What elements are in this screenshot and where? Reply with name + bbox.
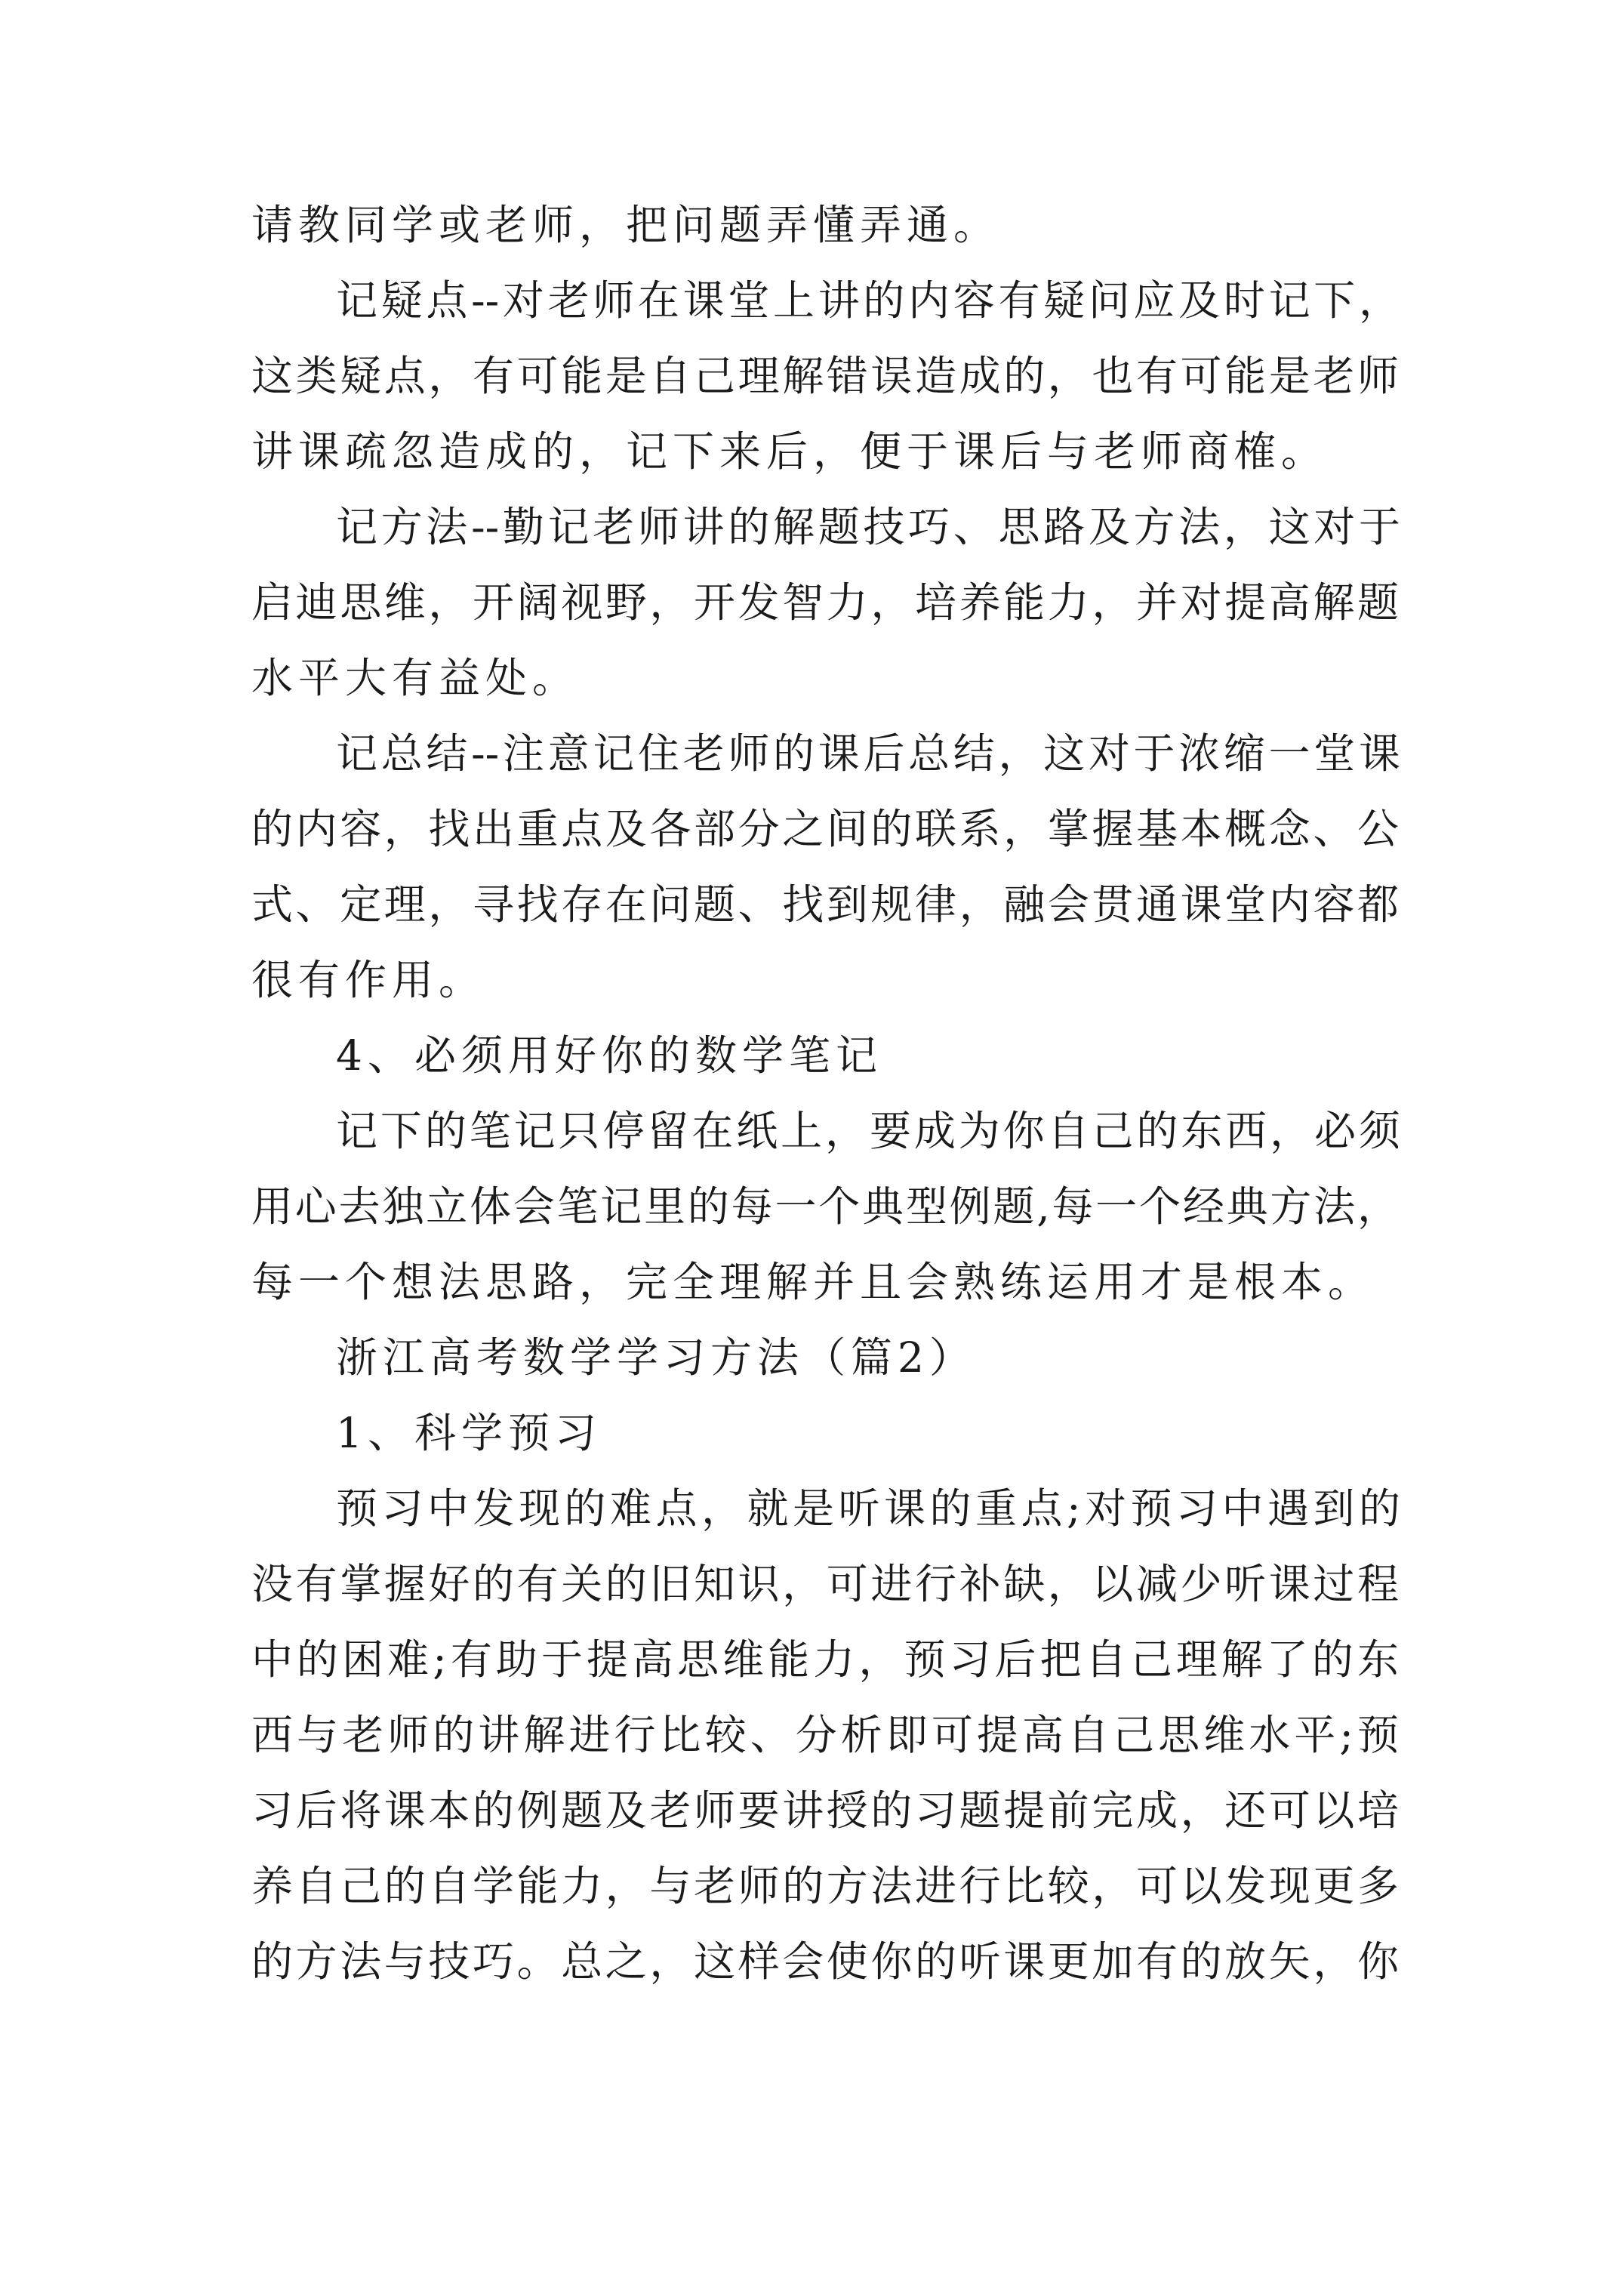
text-line: 用心去独立体会笔记里的每一个典型例题,每一个经典方法， <box>251 1182 1399 1231</box>
text-line: 习后将课本的例题及老师要讲授的习题提前完成，还可以培 <box>251 1786 1399 1835</box>
text-line: 记总结--注意记住老师的课后总结，这对于浓缩一堂课 <box>336 729 1400 778</box>
text-line: 记疑点--对老师在课堂上讲的内容有疑问应及时记下， <box>336 276 1400 325</box>
section-heading: 4、必须用好你的数学笔记 <box>336 1031 882 1080</box>
text-line: 启迪思维，开阔视野，开发智力，培养能力，并对提高解题 <box>251 578 1399 627</box>
text-line: 这类疑点，有可能是自己理解错误造成的，也有可能是老师 <box>251 352 1399 400</box>
text-line: 养自己的自学能力，与老师的方法进行比较，可以发现更多 <box>251 1862 1399 1910</box>
text-line: 预习中发现的难点，就是听课的重点;对预习中遇到的 <box>336 1484 1400 1533</box>
text-line: 请教同学或老师，把问题弄懂弄通。 <box>251 201 1001 249</box>
text-line: 每一个想法思路，完全理解并且会熟练运用才是根本。 <box>251 1258 1375 1306</box>
text-line: 水平大有益处。 <box>251 654 580 702</box>
text-line: 讲课疏忽造成的，记下来后，便于课后与老师商榷。 <box>251 427 1329 476</box>
text-line: 的方法与技巧。总之，这样会使你的听课更加有的放矢，你 <box>251 1937 1399 1986</box>
section-heading: 浙江高考数学学习方法（篇2） <box>336 1333 976 1382</box>
text-line: 中的困难;有助于提高思维能力，预习后把自己理解了的东 <box>251 1635 1399 1684</box>
section-heading: 1、科学预习 <box>336 1409 602 1457</box>
text-line: 的内容，找出重点及各部分之间的联系，掌握基本概念、公 <box>251 805 1399 853</box>
text-line: 没有掌握好的有关的旧知识，可进行补缺，以减少听课过程 <box>251 1560 1399 1608</box>
text-line: 很有作用。 <box>251 956 486 1004</box>
text-line: 式、定理，寻找存在问题、找到规律，融会贯通课堂内容都 <box>251 880 1399 929</box>
text-line: 西与老师的讲解进行比较、分析即可提高自己思维水平;预 <box>251 1711 1399 1759</box>
text-line: 记方法--勤记老师讲的解题技巧、思路及方法，这对于 <box>336 503 1400 551</box>
text-line: 记下的笔记只停留在纸上，要成为你自己的东西，必须 <box>336 1107 1400 1155</box>
